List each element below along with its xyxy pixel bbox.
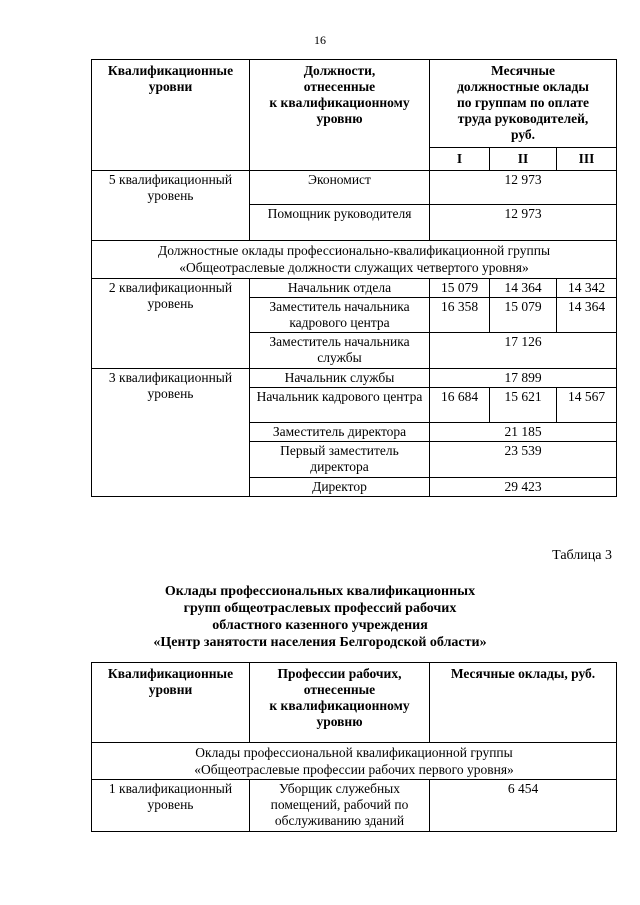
- salary-cell: 12 973: [430, 171, 617, 205]
- salary-cell: 14 364: [557, 298, 617, 333]
- position-cell: Начальник службы: [250, 369, 430, 388]
- position-cell: Заместитель начальника кадрового центра: [250, 298, 430, 333]
- position-cell: Заместитель начальника службы: [250, 333, 430, 369]
- position-cell: Начальник кадрового центра: [250, 388, 430, 423]
- salary-cell: 15 079: [430, 279, 490, 298]
- table-row: [92, 279, 617, 298]
- group-4-title: Должностные оклады профессионально-квалификационной группы «Общеотраслевые должности служащих четвертого уровня»: [92, 241, 617, 279]
- header-monthly-salaries: Месячные должностные оклады по группам по оплате труда руководителей, руб.: [430, 60, 617, 148]
- salary-cell: 23 539: [430, 442, 617, 478]
- salary-cell: 12 973: [430, 205, 617, 241]
- salary-cell: 17 899: [430, 369, 617, 388]
- group-title-row: [92, 241, 617, 279]
- salary-cell: 15 079: [490, 298, 557, 333]
- position-cell: Первый заместитель директора: [250, 442, 430, 478]
- salary-cell: 16 684: [430, 388, 490, 423]
- header-monthly-salaries: Месячные оклады, руб.: [430, 663, 617, 743]
- table-row: [92, 780, 617, 832]
- table-3-title: Оклады профессиональных квалификационных групп общеотраслевых профессий рабочих областного казенного учреждения «Центр занятости населения Белгородской области»: [153, 584, 487, 650]
- salary-cell: 14 567: [557, 388, 617, 423]
- group-II-header: II: [490, 148, 557, 171]
- position-cell: Заместитель директора: [250, 423, 430, 442]
- salary-cell: 16 358: [430, 298, 490, 333]
- salary-cell: 14 342: [557, 279, 617, 298]
- table-header-row: [92, 663, 617, 743]
- header-professions: Профессии рабочих, отнесенные к квалификационному уровню: [250, 663, 430, 743]
- position-cell: Экономист: [250, 171, 430, 205]
- worker-group-title: Оклады профессиональной квалификационной группы «Общеотраслевые профессии рабочих первого уровня»: [92, 743, 617, 780]
- group-title-row: [92, 743, 617, 780]
- profession-cell: Уборщик служебных помещений, рабочий по обслуживанию зданий: [250, 780, 430, 832]
- page-number: 16: [314, 33, 326, 47]
- level-2-label: 2 квалификационный уровень: [92, 279, 250, 369]
- salary-cell: 15 621: [490, 388, 557, 423]
- level-1-label: 1 квалификационный уровень: [92, 780, 250, 832]
- table-row: [92, 171, 617, 205]
- position-cell: Помощник руководителя: [250, 205, 430, 241]
- level-5-label: 5 квалификационный уровень: [92, 171, 250, 241]
- table-row: [92, 369, 617, 388]
- salary-cell: 14 364: [490, 279, 557, 298]
- salary-table-managers: [91, 59, 617, 497]
- salary-cell: 6 454: [430, 780, 617, 832]
- group-III-header: III: [557, 148, 617, 171]
- table-header-row: [92, 60, 617, 148]
- position-cell: Начальник отдела: [250, 279, 430, 298]
- header-qualification-levels: Квалификационные уровни: [92, 663, 250, 743]
- salary-cell: 29 423: [430, 478, 617, 497]
- level-3-label: 3 квалификационный уровень: [92, 369, 250, 497]
- table-3-label: Таблица 3: [552, 548, 612, 563]
- header-positions: Должности, отнесенные к квалификационному уровню: [250, 60, 430, 171]
- salary-cell: 21 185: [430, 423, 617, 442]
- header-qualification-levels: Квалификационные уровни: [92, 60, 250, 171]
- salary-table-workers: [91, 662, 617, 832]
- group-I-header: I: [430, 148, 490, 171]
- position-cell: Директор: [250, 478, 430, 497]
- salary-cell: 17 126: [430, 333, 617, 369]
